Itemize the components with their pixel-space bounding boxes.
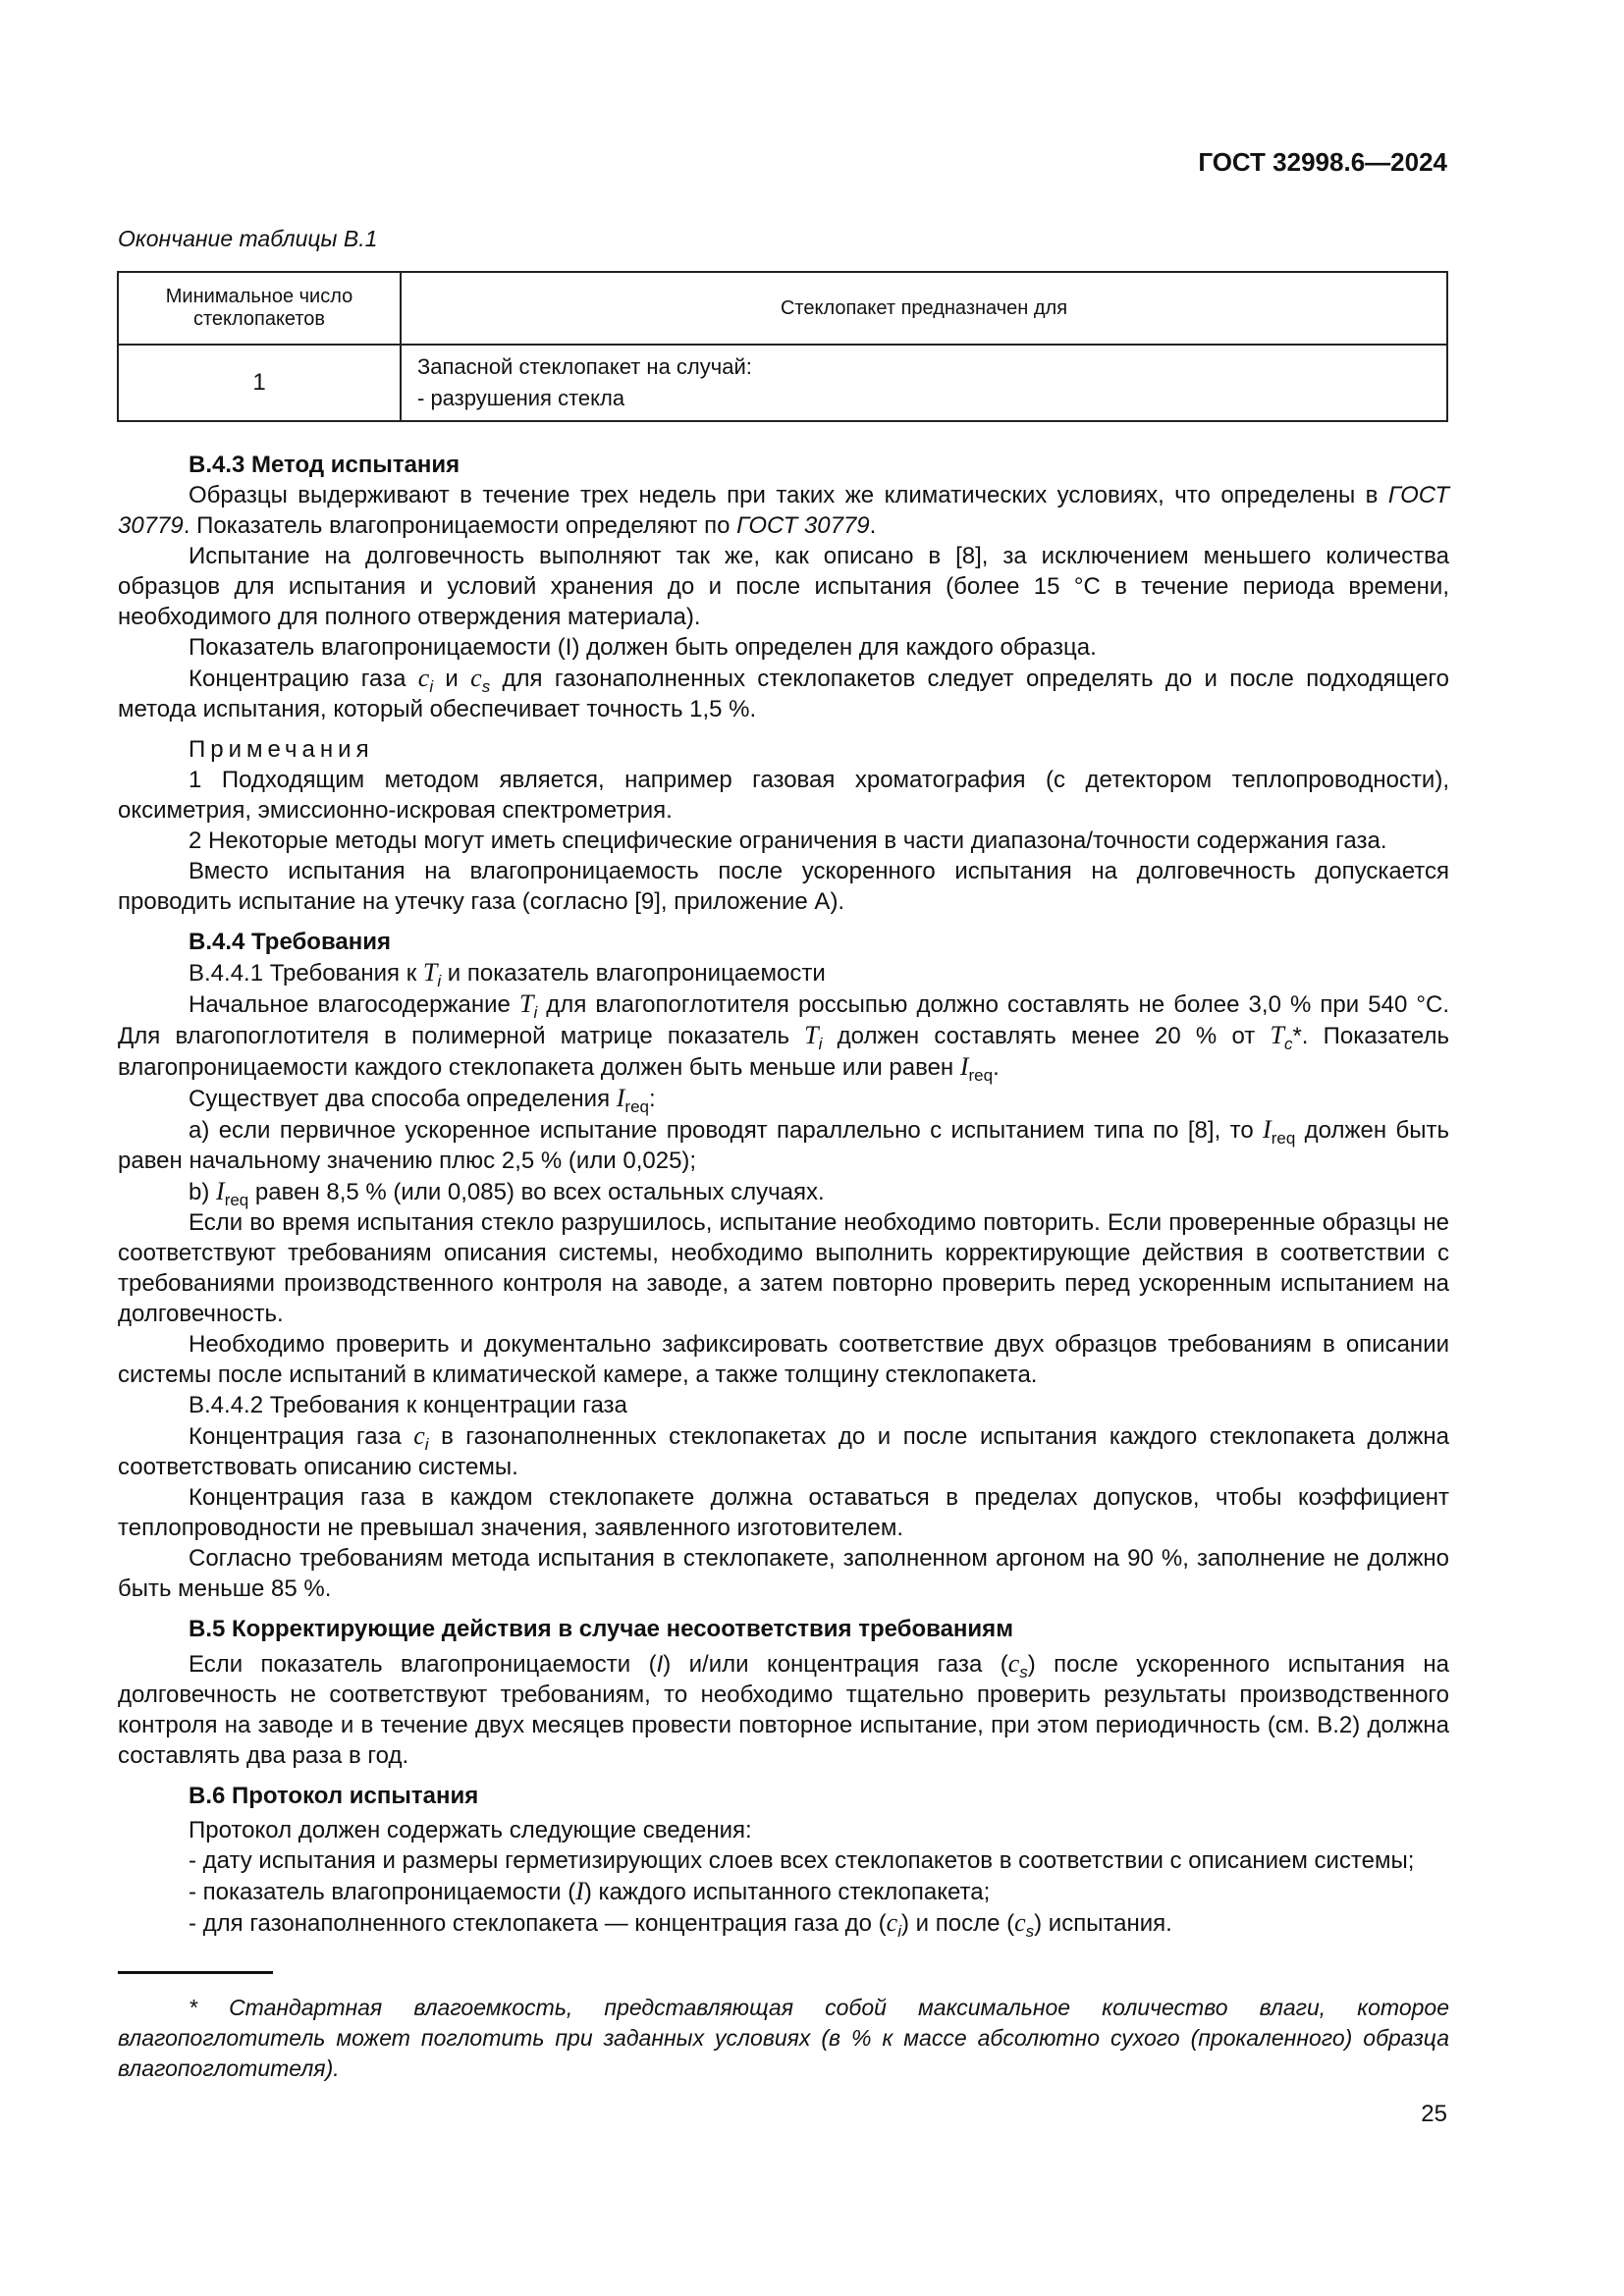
text: - для газонаполненного стеклопакета — концентрация газа до ( bbox=[189, 1910, 887, 1937]
symbol: I bbox=[959, 1052, 969, 1081]
col2-header: Стеклопакет предназначен для bbox=[401, 272, 1447, 345]
text: . bbox=[993, 1054, 1000, 1081]
notes-title: Примечания bbox=[189, 736, 374, 763]
symbol: I bbox=[216, 1177, 225, 1205]
subscript: i bbox=[533, 1002, 538, 1022]
subscript: c bbox=[1283, 1034, 1293, 1053]
subscript: i bbox=[424, 1434, 429, 1454]
section-b5-title: В.5 Корректирующие действия в случае несоответствия требованиям bbox=[189, 1616, 1013, 1642]
text: ) и после ( bbox=[901, 1910, 1015, 1937]
text: и bbox=[433, 666, 471, 692]
text: Концентрация газа bbox=[189, 1423, 414, 1450]
symbol: c bbox=[417, 664, 430, 692]
symbol: c bbox=[470, 664, 482, 692]
symbol: c bbox=[413, 1421, 425, 1450]
section-b43-title: В.4.3 Метод испытания bbox=[189, 452, 460, 478]
symbol: c bbox=[886, 1908, 898, 1937]
text: для влагопоглотителя россыпью должно составлять не более 3,0 % при 540 °С. Для влагопоглотителя в полимерной матрице показатель bbox=[118, 991, 1449, 1049]
table-b1 bbox=[117, 271, 1448, 422]
symbol: T bbox=[518, 989, 534, 1018]
subscript: req bbox=[1271, 1128, 1296, 1148]
note-1: 1 Подходящим методом является, например газовая хроматография (с детектором теплопроводности), оксиметрия, эмиссионно-искровая спектрометрия. bbox=[118, 767, 1449, 824]
text: должен составлять менее 20 % от bbox=[822, 1023, 1271, 1049]
document-body bbox=[118, 450, 1449, 1939]
symbol: c bbox=[1014, 1908, 1026, 1937]
text: должен быть равен начальному значению плюс 2,5 % (или 0,025); bbox=[118, 1117, 1450, 1174]
row1-line1: Запасной стеклопакет на случай: bbox=[417, 354, 752, 379]
b43-para3: Показатель влагопроницаемости (I) должен быть определен для каждого образца. bbox=[189, 634, 1097, 661]
subscript: req bbox=[224, 1190, 249, 1209]
subscript: s bbox=[481, 676, 491, 696]
symbol: I bbox=[656, 1651, 664, 1678]
text: : bbox=[648, 1086, 656, 1112]
text: . bbox=[869, 512, 877, 539]
text: *. Показатель влагопроницаемости каждого стеклопакета должен быть меньше или равен bbox=[118, 1023, 1449, 1081]
subscript: i bbox=[897, 1921, 901, 1941]
text: ) и/или концентрация газа ( bbox=[663, 1651, 1008, 1678]
b442-para2: Концентрация газа в каждом стеклопакете должна оставаться в пределах допусков, чтобы коэффициент теплопроводности не превышал значения, заявленного изготовителем. bbox=[118, 1484, 1449, 1541]
text: Существует два способа определения bbox=[189, 1086, 617, 1112]
b6-item-1: - дату испытания и размеры герметизирующих слоев всех стеклопакетов в соответствии с описанием системы; bbox=[189, 1847, 1415, 1874]
symbol: I bbox=[575, 1877, 584, 1905]
b441-item-a bbox=[118, 1114, 1449, 1176]
text: Образцы выдерживают в течение трех недель при таких же климатических условиях, что определены в bbox=[189, 482, 1388, 508]
subscript: req bbox=[968, 1065, 994, 1085]
note-2: 2 Некоторые методы могут иметь специфические ограничения в части диапазона/точности содержания газа. bbox=[189, 828, 1387, 854]
text: равен 8,5 % (или 0,085) во всех остальных случаях. bbox=[248, 1179, 825, 1205]
text: a) если первичное ускоренное испытание проводят параллельно с испытанием типа по [8], то bbox=[189, 1117, 1264, 1144]
text: для газонаполненных стеклопакетов следует определять до и после подходящего метода испытания, который обеспечивает точность 1,5 %. bbox=[118, 666, 1449, 722]
row1-purpose bbox=[401, 345, 1447, 421]
row1-line2: - разрушения стекла bbox=[417, 386, 625, 410]
subscript: req bbox=[624, 1096, 649, 1116]
symbol: T bbox=[804, 1021, 819, 1049]
section-b44-title: В.4.4 Требования bbox=[189, 929, 391, 955]
symbol: T bbox=[422, 958, 438, 987]
text: ) каждого испытанного стеклопакета; bbox=[583, 1879, 991, 1905]
text: Начальное влагосодержание bbox=[189, 991, 519, 1018]
b442-para3: Согласно требованиям метода испытания в стеклопакете, заполненном аргоном на 90 %, заполнение не должно быть меньше 85 %. bbox=[118, 1545, 1449, 1602]
footnote: * Стандартная влагоемкость, представляющая собой максимальное количество влаги, которое влагопоглотитель может поглотить при заданных условиях (в % к массе абсолютно сухого (прокаленного) образца влагопоглотителя). bbox=[118, 1995, 1449, 2081]
b442-title: В.4.4.2 Требования к концентрации газа bbox=[189, 1392, 627, 1418]
subscript: i bbox=[429, 676, 434, 696]
table-header-row bbox=[118, 272, 1447, 345]
text: . Показатель влагопроницаемости определяют по bbox=[183, 512, 737, 539]
row1-count: 1 bbox=[118, 345, 401, 421]
b43-para4 bbox=[118, 663, 1449, 724]
table-row bbox=[118, 345, 1447, 421]
b5-para bbox=[118, 1648, 1449, 1771]
ref-gost: ГОСТ 30779 bbox=[736, 512, 870, 539]
page-number: 25 bbox=[1421, 2101, 1447, 2127]
b43-para2: Испытание на долговечность выполняют так же, как описано в [8], за исключением меньшего количества образцов для испытания и условий хранения до и после испытания (более 15 °С в течение периода времени, необходимого для полного отверждения материала). bbox=[118, 543, 1449, 630]
text: ) после ускоренного испытания на долговечность не соответствуют требованиям, то необходимо тщательно проверить результаты производственного контроля на заводе и в течение двух месяцев провести повторное испытание, при этом периодичность (см. В.2) должна составлять два раза в год. bbox=[118, 1651, 1449, 1769]
b441-para3: Если во время испытания стекло разрушилось, испытание необходимо повторить. Если проверенные образцы не соответствуют требованиям описания системы, необходимо выполнить корректирующие действия в соответствии с требованиями производственного контроля на заводе, а затем повторно проверить перед ускоренным испытанием на долговечность. bbox=[118, 1209, 1449, 1327]
table-caption: Окончание таблицы В.1 bbox=[118, 226, 378, 251]
b441-title bbox=[118, 957, 1449, 988]
section-b6-title: В.6 Протокол испытания bbox=[189, 1783, 479, 1809]
subscript: i bbox=[437, 971, 442, 990]
b441-para1 bbox=[118, 988, 1449, 1083]
standard-header: ГОСТ 32998.6—2024 bbox=[1198, 147, 1447, 177]
subscript: s bbox=[1025, 1921, 1035, 1941]
text: ) испытания. bbox=[1034, 1910, 1172, 1937]
ref-gost: ГОСТ 30779 bbox=[118, 482, 1449, 539]
b43-para5: Вместо испытания на влагопроницаемость после ускоренного испытания на долговечность допускается проводить испытание на утечку газа (согласно [9], приложение А). bbox=[118, 858, 1449, 915]
symbol: I bbox=[1263, 1115, 1272, 1144]
b6-intro: Протокол должен содержать следующие сведения: bbox=[189, 1817, 752, 1843]
col1-header: Минимальное число стеклопакетов bbox=[118, 272, 401, 345]
b441-item-b bbox=[118, 1176, 1449, 1207]
text: Концентрацию газа bbox=[189, 666, 418, 692]
text: в газонаполненных стеклопакетах до и после испытания каждого стеклопакета должна соответствовать описанию системы. bbox=[118, 1423, 1449, 1480]
text: В.4.4.1 Требования к bbox=[189, 960, 423, 987]
subscript: s bbox=[1019, 1662, 1028, 1682]
subscript: i bbox=[818, 1034, 823, 1053]
symbol: c bbox=[1007, 1649, 1020, 1678]
text: и показатель влагопроницаемости bbox=[441, 960, 826, 987]
text: - показатель влагопроницаемости ( bbox=[189, 1879, 576, 1905]
b441-para2 bbox=[118, 1083, 1449, 1114]
b6-item-2 bbox=[118, 1876, 1449, 1907]
b43-para1 bbox=[118, 480, 1449, 541]
symbol: I bbox=[616, 1084, 625, 1112]
symbol: T bbox=[1270, 1021, 1284, 1049]
b6-item-3 bbox=[118, 1907, 1449, 1939]
text: Если показатель влагопроницаемости ( bbox=[189, 1651, 657, 1678]
footnote-separator bbox=[118, 1971, 273, 1974]
b442-para1 bbox=[118, 1420, 1449, 1482]
b441-para4: Необходимо проверить и документально зафиксировать соответствие двух образцов требованиям в описании системы после испытаний в климатической камере, а также толщину стеклопакета. bbox=[118, 1331, 1449, 1388]
text: b) bbox=[189, 1179, 217, 1205]
